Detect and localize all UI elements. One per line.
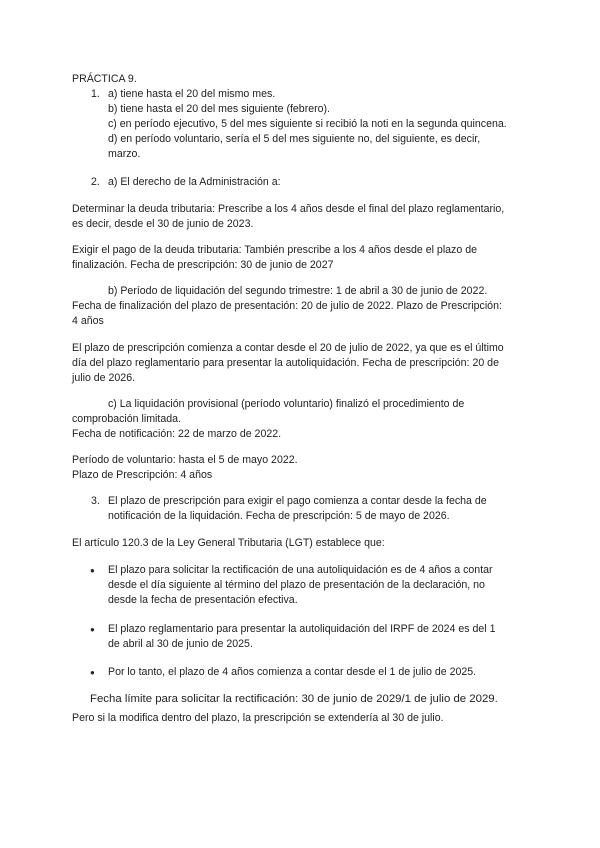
- q2-paragraph-line: julio de 2026.: [72, 372, 136, 384]
- bullet-icon: ●: [90, 625, 95, 634]
- q1-answer-d-line2: marzo.: [108, 148, 141, 160]
- q2-paragraph-line: finalización. Fecha de prescripción: 30 de junio de 2027: [72, 259, 334, 271]
- q2-answer-b-line2: Fecha de finalización del plazo de presentación: 20 de julio de 2022. Plazo de Prescripción:: [72, 300, 502, 312]
- lgt-bullet-2-line: de abril al 30 de junio de 2025.: [108, 638, 253, 650]
- lgt-bullet-3-line: Por lo tanto, el plazo de 4 años comienza a contar desde el 1 de julio de 2025.: [108, 666, 477, 678]
- lgt-bullet-1-line: El plazo para solicitar la rectificación de una autoliquidación es de 4 años a contar: [108, 564, 493, 576]
- q2-paragraph-line: es decir, desde el 30 de junio de 2023.: [72, 218, 254, 230]
- lgt-intro: El artículo 120.3 de la Ley General Tributaria (LGT) establece que:: [72, 537, 385, 549]
- q1-answer-b: b) tiene hasta el 20 del mes siguiente (febrero).: [108, 103, 331, 115]
- q3-line1: El plazo de prescripción para exigir el pago comienza a contar desde la fecha de: [108, 495, 487, 507]
- q2-number: 2.: [91, 176, 100, 188]
- q2-paragraph-line: Exigir el pago de la deuda tributaria: También prescribe a los 4 años desde el plazo de: [72, 244, 477, 256]
- q2-answer-a: a) El derecho de la Administración a:: [108, 176, 281, 188]
- q1-answer-c: c) en período ejecutivo, 5 del mes siguiente si recibió la noti en la segunda quincena.: [108, 118, 507, 130]
- q2-answer-b-line3: 4 años: [72, 315, 104, 327]
- bullet-icon: ●: [90, 566, 95, 575]
- lgt-bullet-1-line: desde el día siguiente al término del plazo de presentación de la declaración, no: [108, 579, 485, 591]
- page-title: PRÁCTICA 9.: [72, 73, 137, 85]
- q2-answer-b-line1: b) Período de liquidación del segundo trimestre: 1 de abril a 30 de junio de 2022.: [108, 285, 488, 297]
- q1-answer-a: a) tiene hasta el 20 del mismo mes.: [108, 88, 276, 100]
- q3-number: 3.: [91, 495, 100, 507]
- lgt-bullet-2-line: El plazo reglamentario para presentar la autoliquidación del IRPF de 2024 es del 1: [108, 623, 496, 635]
- final-conclusion-line2: Pero si la modifica dentro del plazo, la prescripción se extendería al 30 de julio.: [72, 712, 444, 724]
- q2-paragraph-line: Plazo de Prescripción: 4 años: [72, 469, 213, 481]
- q2-paragraph-line: El plazo de prescripción comienza a contar desde el 20 de julio de 2022, ya que es el último: [72, 342, 504, 354]
- bullet-icon: ●: [90, 668, 95, 677]
- q1-answer-d-line1: d) en período voluntario, sería el 5 del mes siguiente no, del siguiente, es decir,: [108, 133, 481, 145]
- q1-number: 1.: [91, 88, 100, 100]
- q2-answer-c-line2: comprobación limitada.: [72, 413, 181, 425]
- final-conclusion-line1: Fecha límite para solicitar la rectificación: 30 de junio de 2029/1 de julio de 2029.: [90, 693, 498, 705]
- q2-answer-c-line3: Fecha de notificación: 22 de marzo de 2022.: [72, 428, 282, 440]
- q2-paragraph-line: Período de voluntario: hasta el 5 de mayo 2022.: [72, 454, 298, 466]
- lgt-bullet-1-line: desde la fecha de presentación efectiva.: [108, 594, 298, 606]
- q2-answer-c-line1: c) La liquidación provisional (período voluntario) finalizó el procedimiento de: [108, 398, 465, 410]
- q2-paragraph-line: Determinar la deuda tributaria: Prescribe a los 4 años desde el final del plazo reglamentario,: [72, 203, 505, 215]
- q3-line2: notificación de la liquidación. Fecha de prescripción: 5 de mayo de 2026.: [108, 510, 450, 522]
- q2-paragraph-line: día del plazo reglamentario para presentar la autoliquidación. Fecha de prescripción: 20 de: [72, 357, 499, 369]
